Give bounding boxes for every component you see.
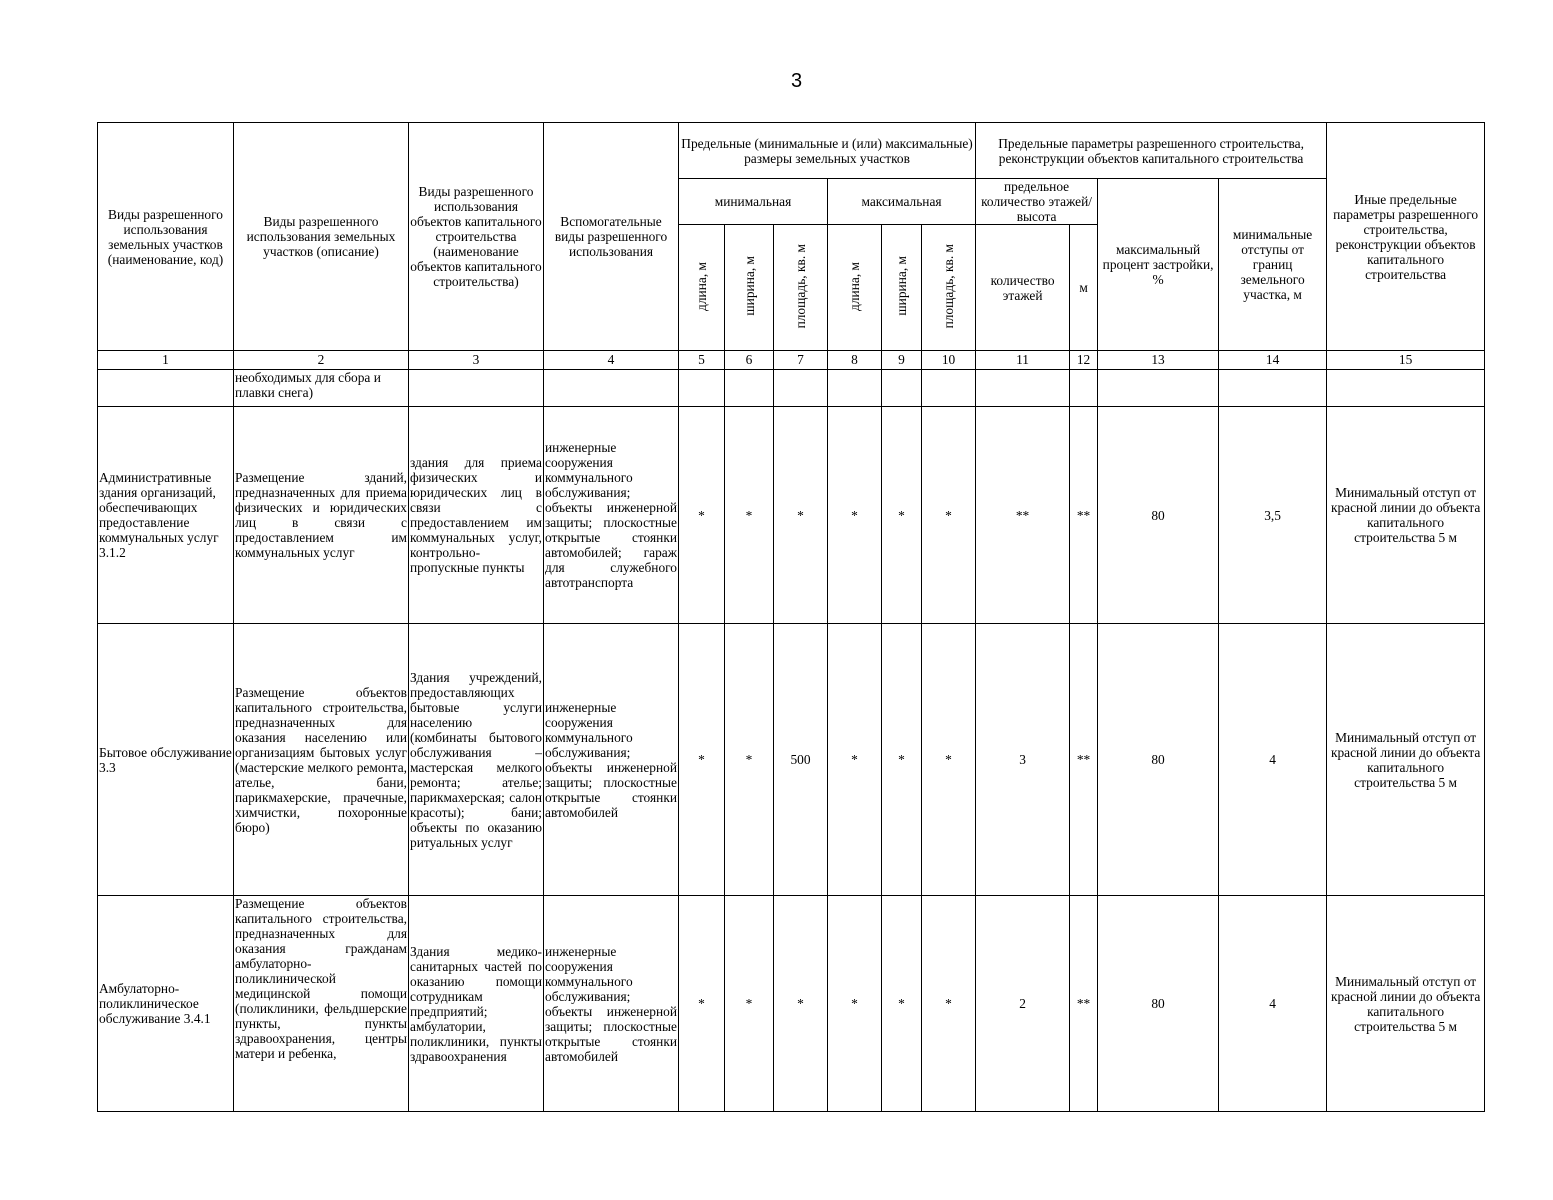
column-number: 7: [774, 351, 828, 370]
land-use-description: Размещение зданий, предназначенных для приема физических и юридических лиц в связи с предоставлением им коммунальных услуг: [234, 407, 409, 624]
header-row-1: [98, 123, 1485, 179]
header-maximal: максимальная: [828, 179, 976, 225]
header-max-percent: максимальный процент застройки, %: [1098, 179, 1219, 351]
column-number: 11: [976, 351, 1070, 370]
column-number: 3: [409, 351, 544, 370]
header-max-width: ширина, м: [882, 225, 922, 351]
floors: **: [976, 407, 1070, 624]
auxiliary-uses: инженерные сооружения коммунального обслуживания; объекты инженерной защиты; плоскостные открытые стоянки автомобилей; гараж для служебного автотранспорта: [544, 407, 679, 624]
header-col3: Виды разрешенного использования объектов капитального строительства (наименование объектов капитального строительства): [409, 123, 544, 351]
max-length: *: [828, 896, 882, 1112]
table-row: [98, 624, 1485, 896]
land-use-name: Амбулаторно-поликлиническое обслуживание 3.4.1: [98, 896, 234, 1112]
header-min-setback: минимальные отступы от границ земельного участка, м: [1219, 179, 1327, 351]
header-floors-height: предельное количество этажей/высота: [976, 179, 1098, 225]
header-min-area: площадь, кв. м: [774, 225, 828, 351]
page-number: 3: [790, 70, 803, 92]
column-number: 6: [725, 351, 774, 370]
header-min-width: ширина, м: [725, 225, 774, 351]
max-length: *: [828, 624, 882, 896]
max-width: *: [882, 407, 922, 624]
header-construction-params: Предельные параметры разрешенного строительства, реконструкции объектов капитального строительства: [976, 123, 1327, 179]
header-max-area: площадь, кв. м: [922, 225, 976, 351]
auxiliary-uses: инженерные сооружения коммунального обслуживания; объекты инженерной защиты; плоскостные открытые стоянки автомобилей: [544, 896, 679, 1112]
continuation-text: необходимых для сбора и плавки снега): [234, 370, 409, 407]
column-number: 1: [98, 351, 234, 370]
min-area: *: [774, 407, 828, 624]
land-use-name: Бытовое обслуживание 3.3: [98, 624, 234, 896]
floors: 2: [976, 896, 1070, 1112]
continuation-row: [98, 370, 1485, 407]
min-setback: 4: [1219, 896, 1327, 1112]
header-min-length: длина, м: [679, 225, 725, 351]
table-row: [98, 407, 1485, 624]
max-build-percent: 80: [1098, 407, 1219, 624]
min-width: *: [725, 407, 774, 624]
column-number: 8: [828, 351, 882, 370]
column-number: 9: [882, 351, 922, 370]
column-number: 12: [1070, 351, 1098, 370]
header-col2: Виды разрешенного использования земельных участков (описание): [234, 123, 409, 351]
column-number: 13: [1098, 351, 1219, 370]
max-area: *: [922, 624, 976, 896]
max-area: *: [922, 407, 976, 624]
min-area: *: [774, 896, 828, 1112]
other-params: Минимальный отступ от красной линии до объекта капитального строительства 5 м: [1327, 407, 1485, 624]
land-use-description: Размещение объектов капитального строительства, предназначенных для оказания гражданам амбулаторно-поликлинической медицинской помощи (поликлиники, фельдшерские пункты, пункты здравоохранения, центры матери и ребенка,: [234, 896, 409, 1112]
land-use-regulations-table: [97, 122, 1485, 1112]
min-length: *: [679, 896, 725, 1112]
header-col1: Виды разрешенного использования земельных участков (наименование, код): [98, 123, 234, 351]
building-types: Здания медико-санитарных частей по оказанию помощи сотрудникам предприятий; амбулатории, поликлиники, пункты здравоохранения: [409, 896, 544, 1112]
other-params: Минимальный отступ от красной линии до объекта капитального строительства 5 м: [1327, 896, 1485, 1112]
max-length: *: [828, 407, 882, 624]
header-col4: Вспомогательные виды разрешенного использования: [544, 123, 679, 351]
header-col15: Иные предельные параметры разрешенного строительства, реконструкции объектов капитального строительства: [1327, 123, 1485, 351]
max-build-percent: 80: [1098, 624, 1219, 896]
header-minimal: минимальная: [679, 179, 828, 225]
height-m: **: [1070, 407, 1098, 624]
column-number: 2: [234, 351, 409, 370]
min-length: *: [679, 407, 725, 624]
max-width: *: [882, 896, 922, 1112]
column-number: 5: [679, 351, 725, 370]
building-types: Здания учреждений, предоставляющих бытовые услуги населению (комбинаты бытового обслуживания – мастерская мелкого ремонта; ателье; парикмахерская; салон красоты); бани; объекты по оказанию ритуальных услуг: [409, 624, 544, 896]
column-number: 4: [544, 351, 679, 370]
header-max-length: длина, м: [828, 225, 882, 351]
min-width: *: [725, 624, 774, 896]
max-area: *: [922, 896, 976, 1112]
column-number: 14: [1219, 351, 1327, 370]
other-params: Минимальный отступ от красной линии до объекта капитального строительства 5 м: [1327, 624, 1485, 896]
column-numbers-row: [98, 351, 1485, 370]
column-number: 15: [1327, 351, 1485, 370]
min-setback: 4: [1219, 624, 1327, 896]
min-length: *: [679, 624, 725, 896]
header-meters: м: [1070, 225, 1098, 351]
table-row: [98, 896, 1485, 1112]
auxiliary-uses: инженерные сооружения коммунального обслуживания; объекты инженерной защиты; плоскостные открытые стоянки автомобилей: [544, 624, 679, 896]
height-m: **: [1070, 624, 1098, 896]
header-floors-count: количество этажей: [976, 225, 1070, 351]
header-plot-sizes: Предельные (минимальные и (или) максимальные) размеры земельных участков: [679, 123, 976, 179]
max-width: *: [882, 624, 922, 896]
min-setback: 3,5: [1219, 407, 1327, 624]
floors: 3: [976, 624, 1070, 896]
min-area: 500: [774, 624, 828, 896]
max-build-percent: 80: [1098, 896, 1219, 1112]
height-m: **: [1070, 896, 1098, 1112]
building-types: здания для приема физических и юридических лиц в связи с предоставлением им коммунальных услуг, контрольно-пропускные пункты: [409, 407, 544, 624]
land-use-name: Административные здания организаций, обеспечивающих предоставление коммунальных услуг 3.1.2: [98, 407, 234, 624]
land-use-description: Размещение объектов капитального строительства, предназначенных для оказания населению или организациям бытовых услуг (мастерские мелкого ремонта, ателье, бани, парикмахерские, прачечные, химчистки, похоронные бюро): [234, 624, 409, 896]
column-number: 10: [922, 351, 976, 370]
min-width: *: [725, 896, 774, 1112]
